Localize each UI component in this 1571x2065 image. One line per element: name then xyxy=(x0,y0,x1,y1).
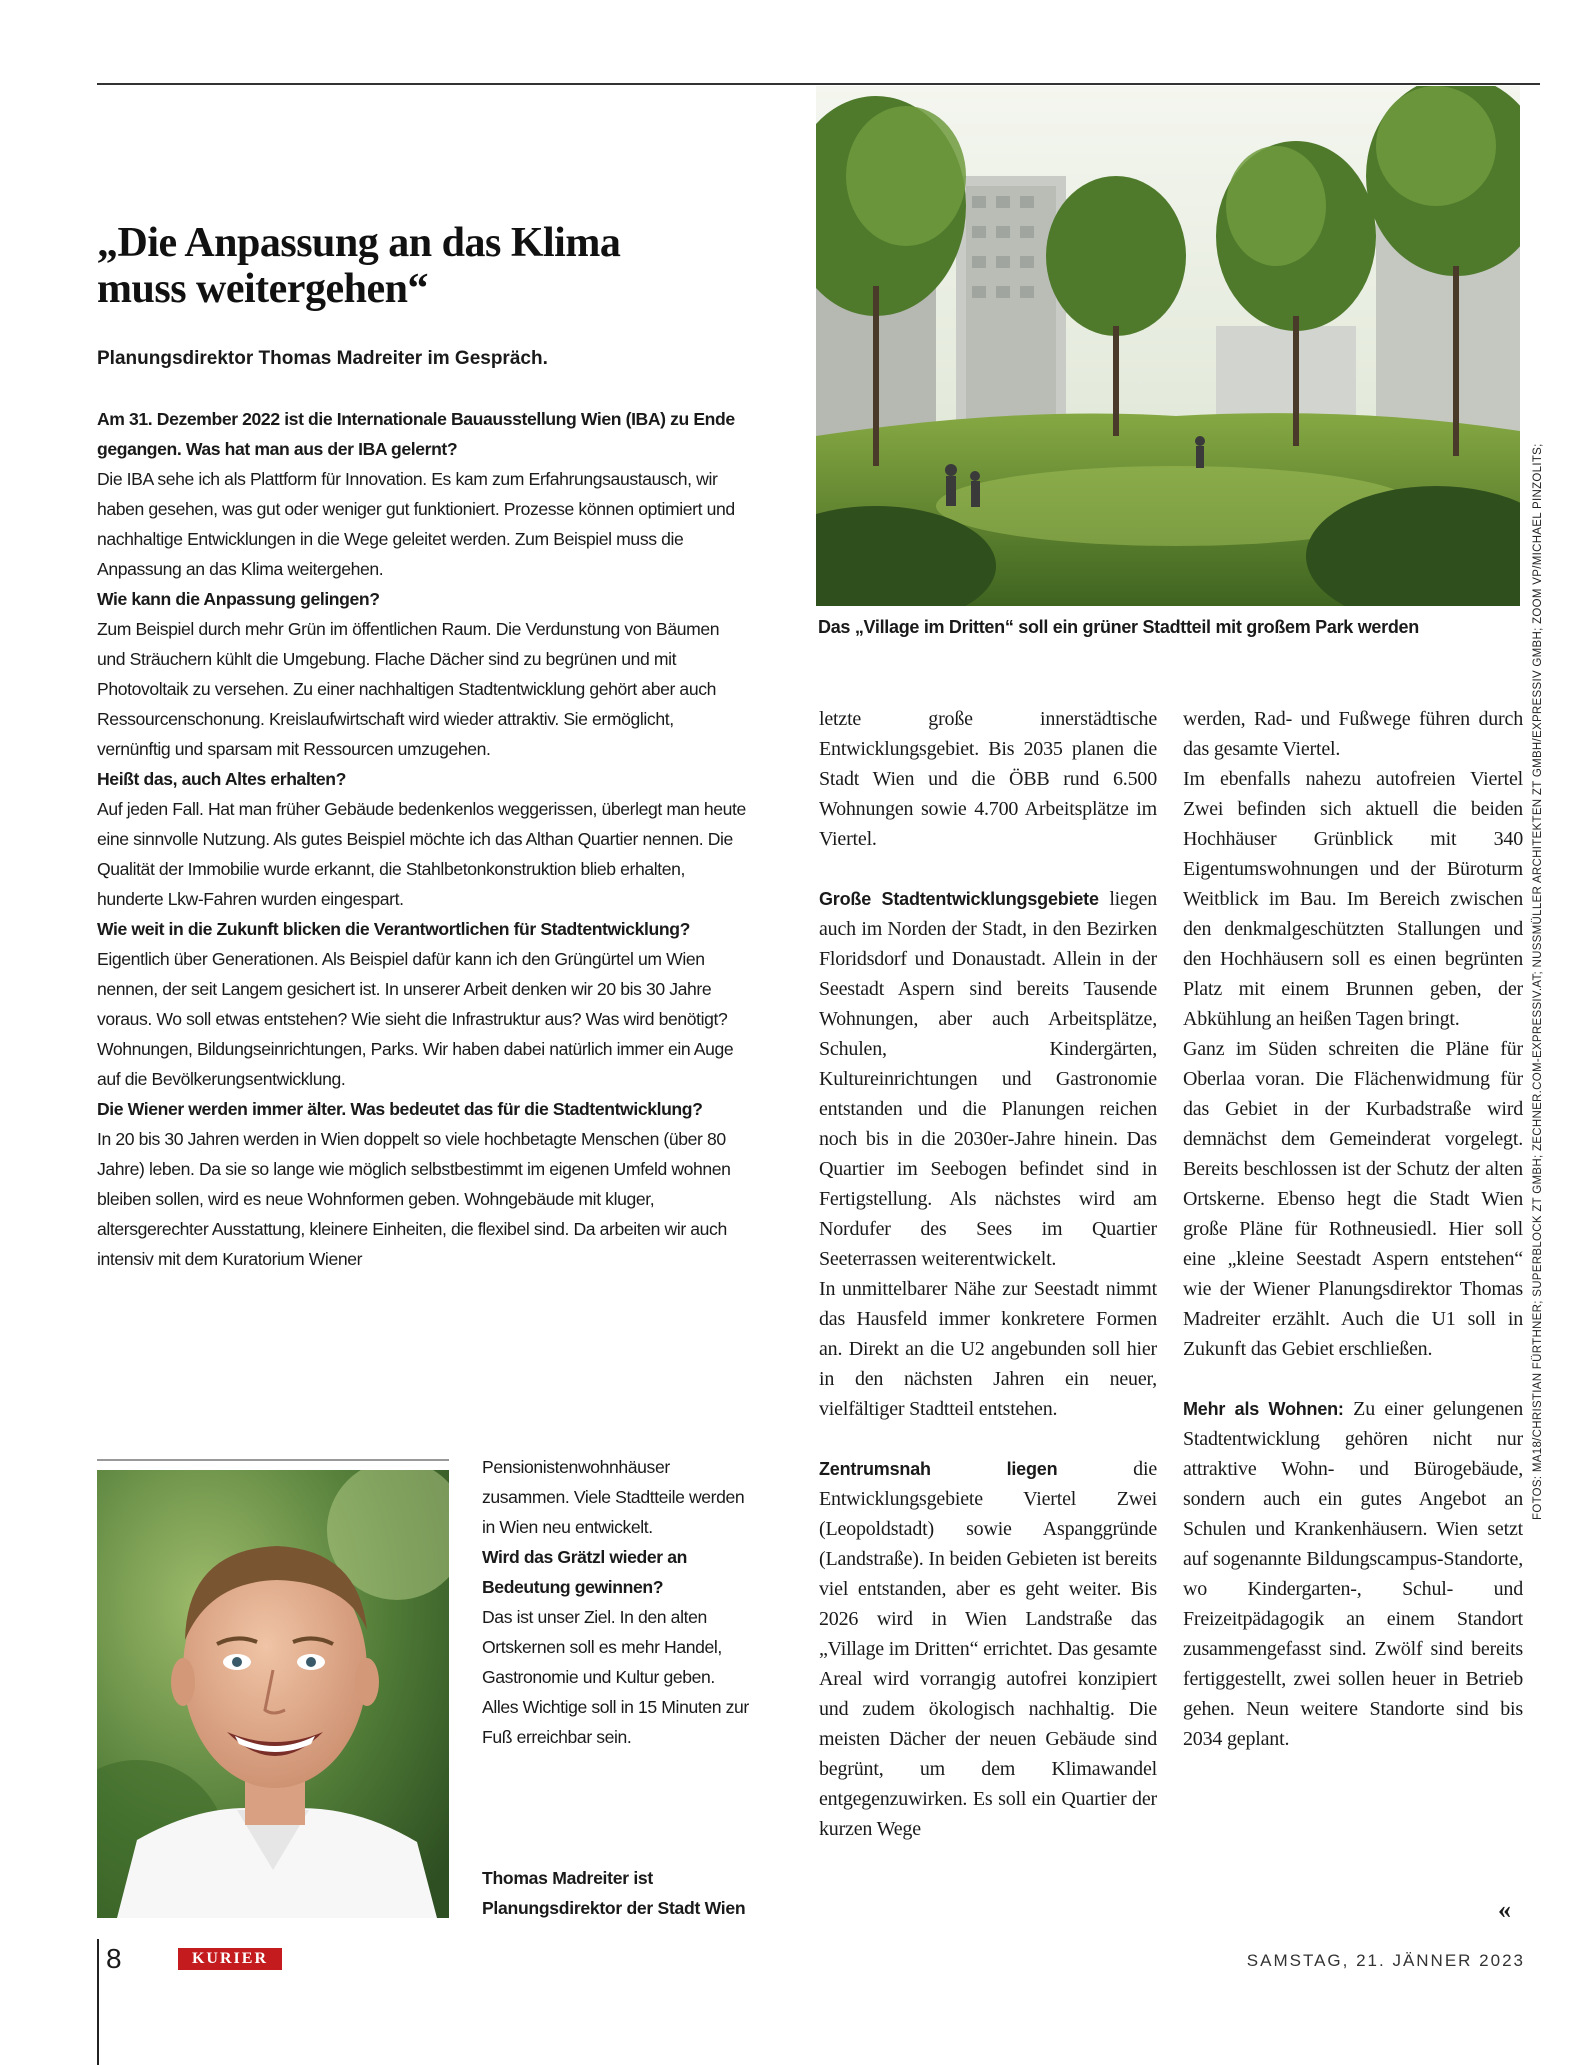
headline-line-2: muss weitergehen“ xyxy=(97,266,428,312)
kurier-logo: KURIER xyxy=(178,1948,282,1970)
end-mark: « xyxy=(1498,1895,1511,1924)
interview-column xyxy=(97,404,751,1274)
article-column-right xyxy=(1183,704,1523,1754)
interview-answer: Eigentlich über Generationen. Als Beispiel dafür kann ich den Grüngürtel um Wien nennen, der seit Langem gesichert ist. In unserer Arbeit denken wir 20 bis 30 Jahre voraus. Wo soll etwas entstehen? Wie sieht die Infrastruktur aus? Was wird benötigt? Wohnungen, Bildungseinrichtungen, Parks. Wir haben dabei natürlich immer ein Auge auf die Bevölkerungsentwicklung. xyxy=(97,949,734,1089)
portrait-caption: Thomas Madreiter ist Planungsdirektor der Stadt Wien xyxy=(482,1868,746,1918)
photo-credit: FOTOS: MA18/CHRISTIAN FÜRTHNER; SUPERBLOCK ZT GMBH; ZECHNER.COM-EXPRESSIV.AT; NUSSMÜLLER ARCHITEKTEN ZT GMBH/EXPRESSIV GMBH; ZOOM VP/MICHAEL PINZOLITS; xyxy=(1532,443,1544,1520)
paragraph-lead: Große Stadtentwicklungsgebiete xyxy=(819,889,1099,909)
interview-question: Wie weit in die Zukunft blicken die Verantwortlichen für Stadtentwicklung? xyxy=(97,919,690,939)
interview-continuation xyxy=(482,1452,750,1752)
paragraph-text: die Entwicklungsgebiete Viertel Zwei (Leopoldstadt) sowie Aspanggründe (Landstraße). In beiden Gebieten ist bereits viel entstanden, aber es geht weiter. Bis 2026 wird in Wien Landstraße das „Village im Dritten“ errichtet. Das gesamte Areal wird vorrangig autofrei konzipiert und zudem ökologisch nachhaltig. Die meisten Dächer der neuen Gebäude sind begrünt, um dem Klimawandel entgegenzuwirken. Es soll ein Quartier der kurzen Wege xyxy=(819,1458,1157,1840)
interview-answer: Das ist unser Ziel. In den alten Ortskernen soll es mehr Handel, Gastronomie und Kultur geben. Alles Wichtige soll in 15 Minuten zur Fuß erreichbar sein. xyxy=(482,1607,749,1747)
hero-photo xyxy=(816,86,1520,606)
continuation-text: Pensionistenwohnhäuser zusammen. Viele Stadtteile werden in Wien neu entwickelt. xyxy=(482,1457,745,1537)
article-paragraph xyxy=(1183,704,1523,764)
subhead: Planungsdirektor Thomas Madreiter im Gespräch. xyxy=(97,348,548,369)
portrait-photo xyxy=(97,1470,449,1918)
article-paragraph xyxy=(819,1454,1157,1844)
article-paragraph xyxy=(1183,764,1523,1034)
paragraph-text: liegen auch im Norden der Stadt, in den Bezirken Floridsdorf und Donaustadt. Allein in der Seestadt Aspern sind bereits Tausende Wohnungen, aber auch Arbeitsplätze, Schulen, Kindergärten, Kultureinrichtungen und Gastronomie entstanden und die Planungen reichen noch bis in die 2030er-Jahre hinein. Das Quartier im Seebogen befindet sind in Fertigstellung. Als nächstes wird am Nordufer des Sees im Quartier Seeterrassen weiterentwickelt. xyxy=(819,888,1157,1270)
portrait-rule xyxy=(97,1459,449,1461)
interview-question: Wie kann die Anpassung gelingen? xyxy=(97,589,380,609)
paragraph-lead: Zentrumsnah liegen xyxy=(819,1459,1058,1479)
park-rendering-illustration xyxy=(816,86,1520,606)
paragraph-lead: Mehr als Wohnen: xyxy=(1183,1399,1344,1419)
paragraph-text: Ganz im Süden schreiten die Pläne für Oberlaa voran. Die Flächenwidmung für das Gebiet in der Kurbadstraße wird demnächst dem Gemeinderat vorgelegt. Bereits beschlossen ist der Schutz der alten Ortskerne. Ebenso hegt die Stadt Wien große Pläne für Rothneusiedl. Hier soll eine „kleine Seestadt Aspern entstehen“ wie der Wiener Planungsdirektor Thomas Madreiter erzählt. Auch die U1 soll in Zukunft das Gebiet erschließen. xyxy=(1183,1038,1523,1360)
interview-question: Wird das Grätzl wieder an Bedeutung gewinnen? xyxy=(482,1547,687,1597)
article-paragraph xyxy=(819,884,1157,1274)
article-column-middle xyxy=(819,704,1157,1844)
interview-answer: Die IBA sehe ich als Plattform für Innovation. Es kam zum Erfahrungsaustausch, wir haben gesehen, was gut oder weniger gut funktioniert. Prozesse können optimiert und nachhaltige Entwicklungen in die Wege geleitet werden. Zum Beispiel muss die Anpassung an das Klima weitergehen. xyxy=(97,469,735,579)
headline-line-1: „Die Anpassung an das Klima xyxy=(97,220,621,266)
article-paragraph xyxy=(1183,1034,1523,1364)
top-rule xyxy=(97,83,1540,85)
paragraph-text: Zu einer gelungenen Stadtentwicklung gehören nicht nur attraktive Wohn- und Bürogebäude, sondern auch ein gutes Angebot an Schulen und Krankenhäusern. Wien setzt auf sogenannte Bildungscampus-Standorte, wo Kindergarten-, Schul- und Freizeitpädagogik an einem Standort zusammengefasst sind. Zwölf sind bereits fertiggestellt, zwei sollen heuer in Betrieb gehen. Neun weitere Standorte sind bis 2034 geplant. xyxy=(1183,1398,1523,1750)
paragraph-text: werden, Rad- und Fußwege führen durch das gesamte Viertel. xyxy=(1183,708,1523,760)
paragraph-text: letzte große innerstädtische Entwicklungsgebiet. Bis 2035 planen die Stadt Wien und die ÖBB rund 6.500 Wohnungen sowie 4.700 Arbeitsplätze im Viertel. xyxy=(819,708,1157,850)
interview-question: Die Wiener werden immer älter. Was bedeutet das für die Stadtentwicklung? xyxy=(97,1099,703,1119)
interview-answer: Auf jeden Fall. Hat man früher Gebäude bedenkenlos weggerissen, überlegt man heute eine sinnvolle Nutzung. Als gutes Beispiel möchte ich das Althan Quartier nennen. Die Qualität der Immobilie wurde erkannt, die Stahlbetonkonstruktion blieb erhalten, hunderte Lkw-Fahren wurden eingespart. xyxy=(97,799,746,909)
article-paragraph xyxy=(819,1274,1157,1424)
portrait-illustration xyxy=(97,1470,449,1918)
interview-question: Am 31. Dezember 2022 ist die Internationale Bauausstellung Wien (IBA) zu Ende gegangen. Was hat man aus der IBA gelernt? xyxy=(97,409,735,459)
paragraph-text: Im ebenfalls nahezu autofreien Viertel Zwei befinden sich aktuell die beiden Hochhäuser Grünblick mit 340 Eigentumswohnungen und der Büroturm Weitblick im Bau. Im Bereich zwischen den denkmalgeschützten Stallungen und den Hochhäusern soll es einen begrünten Platz mit einem Brunnen geben, der Abkühlung an heißen Tagen bringt. xyxy=(1183,768,1523,1030)
headline xyxy=(97,220,737,312)
article-paragraph xyxy=(1183,1394,1523,1754)
interview-question: Heißt das, auch Altes erhalten? xyxy=(97,769,346,789)
interview-answer: Zum Beispiel durch mehr Grün im öffentlichen Raum. Die Verdunstung von Bäumen und Sträuchern kühlt die Umgebung. Flache Dächer sind zu begrünen und mit Photovoltaik zu versehen. Zu einer nachhaltigen Stadtentwicklung gehört aber auch Ressourcenschonung. Kreislaufwirtschaft wird wieder attraktiv. Sie ermöglicht, vernünftig und sparsam mit Ressourcen umzugehen. xyxy=(97,619,720,759)
hero-caption: Das „Village im Dritten“ soll ein grüner Stadtteil mit großem Park werden xyxy=(818,617,1419,637)
interview-answer: In 20 bis 30 Jahren werden in Wien doppelt so viele hochbetagte Menschen (über 80 Jahre) leben. Da sie so lange wie möglich selbstbestimmt im eigenen Umfeld wohnen bleiben sollen, wird es neue Wohnformen geben. Wohngebäude mit kluger, altersgerechter Ausstattung, kleinere Einheiten, die flexibel sind. Da arbeiten wir auch intensiv mit dem Kuratorium Wiener xyxy=(97,1129,731,1269)
article-paragraph xyxy=(819,704,1157,854)
paragraph-text: In unmittelbarer Nähe zur Seestadt nimmt das Hausfeld immer konkretere Formen an. Direkt an die U2 angebunden soll hier in den nächsten Jahren ein neuer, vielfältiger Stadtteil entstehen. xyxy=(819,1278,1157,1420)
page-number: 8 xyxy=(106,1943,122,1974)
issue-date: SAMSTAG, 21. JÄNNER 2023 xyxy=(1246,1951,1525,1970)
page-number-rule xyxy=(97,1939,99,2065)
